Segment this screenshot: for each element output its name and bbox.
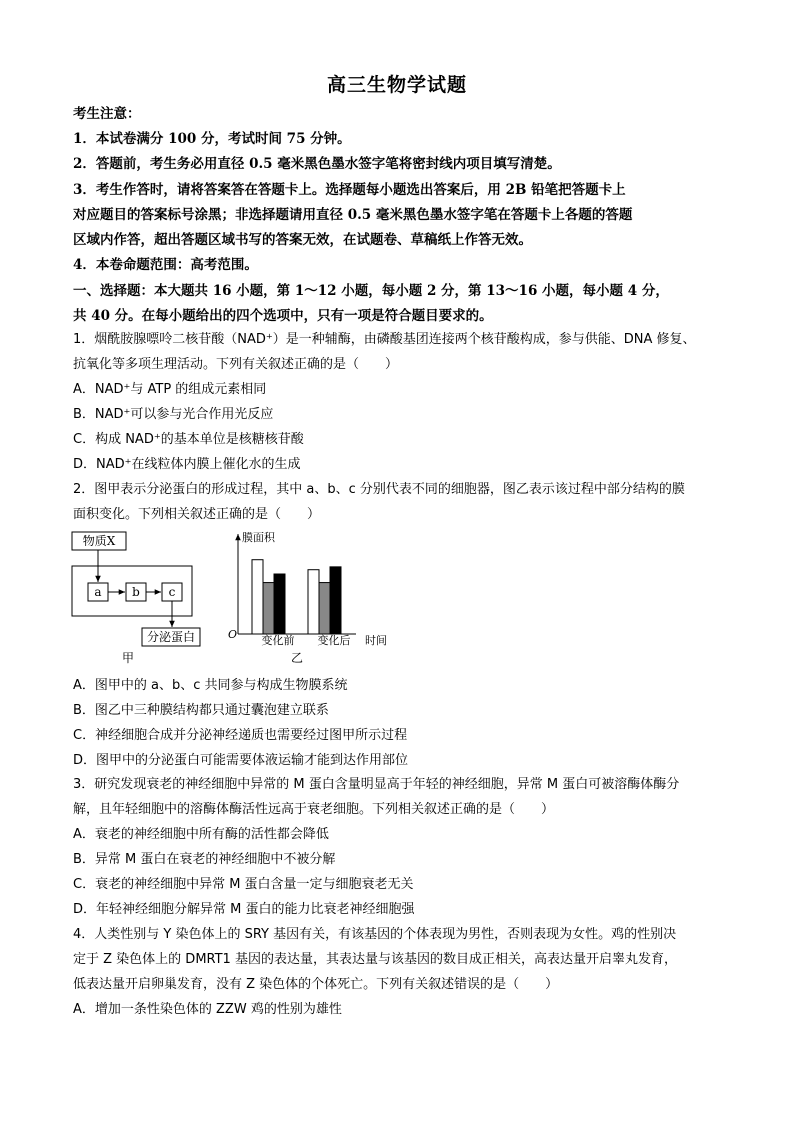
- organelle-b-label: b: [132, 585, 140, 599]
- bar-0-1: [263, 583, 274, 634]
- option: D．NAD⁺在线粒体内膜上催化水的生成: [73, 457, 301, 472]
- option: A．衰老的神经细胞中所有酶的活性都会降低: [73, 827, 329, 842]
- option: A．增加一条性染色体的 ZZW 鸡的性别为雄性: [73, 1002, 342, 1017]
- option: A．NAD⁺与 ATP 的组成元素相同: [73, 382, 267, 397]
- bar-1-2: [330, 567, 341, 634]
- chart-yi-label: 乙: [290, 651, 304, 665]
- option: B．图乙中三种膜结构都只通过囊泡建立联系: [73, 703, 329, 718]
- y-axis-label: 膜面积: [242, 531, 275, 544]
- bar-1-0: [308, 570, 319, 634]
- question-stem: 1．烟酰胺腺嘌呤二核苷酸（NAD⁺）是一种辅酶，由磷酸基团连接两个核苷酸构成，参与供能、DNA 修复、: [73, 332, 696, 347]
- x-axis-label: 时间: [365, 634, 387, 647]
- secreted-label: 分泌蛋白: [146, 630, 196, 644]
- option: C．神经细胞合成并分泌神经递质也需要经过图甲所示过程: [73, 728, 408, 743]
- organelle-c-label: c: [168, 585, 176, 599]
- bar-0-2: [274, 574, 285, 634]
- question-stem: 面积变化。下列相关叙述正确的是（ ）: [73, 507, 321, 522]
- substance-label: 物质X: [82, 534, 116, 548]
- x-tick-label: 变化前: [261, 634, 295, 647]
- x-tick-label: 变化后: [317, 634, 351, 647]
- origin-label: O: [228, 628, 238, 641]
- question-stem: 3．研究发现衰老的神经细胞中异常的 M 蛋白含量明显高于年轻的神经细胞，异常 M 蛋白可被溶酶体酶分: [73, 777, 680, 792]
- notice-item: 区域内作答，超出答题区域书写的答案无效，在试题卷、草稿纸上作答无效。: [73, 232, 532, 248]
- option: B．NAD⁺可以参与光合作用光反应: [73, 407, 274, 422]
- bar-group: [252, 560, 341, 634]
- option: D．图甲中的分泌蛋白可能需要体液运输才能到达作用部位: [73, 753, 409, 768]
- diagram-jia: [72, 532, 200, 665]
- section-heading: 共 40 分。在每小题给出的四个选项中，只有一项是符合题目要求的。: [73, 308, 493, 324]
- notice-item: 4．本卷命题范围：高考范围。: [73, 257, 258, 273]
- question-stem: 2．图甲表示分泌蛋白的形成过程，其中 a、b、c 分别代表不同的细胞器，图乙表示该过程中部分结构的膜: [73, 482, 685, 497]
- notice-item: 3．考生作答时，请将答案答在答题卡上。选择题每小题选出答案后，用 2B 铅笔把答题卡上: [73, 182, 626, 198]
- option: C．构成 NAD⁺的基本单位是核糖核苷酸: [73, 432, 304, 447]
- option: C．衰老的神经细胞中异常 M 蛋白含量一定与细胞衰老无关: [73, 877, 414, 892]
- figure-svg: [64, 528, 394, 668]
- option: B．异常 M 蛋白在衰老的神经细胞中不被分解: [73, 852, 336, 867]
- chart-yi: [228, 530, 387, 665]
- option: A．图甲中的 a、b、c 共同参与构成生物膜系统: [73, 678, 348, 693]
- notice-item: 对应题目的答案标号涂黑；非选择题请用直径 0.5 毫米黑色墨水签字笔在答题卡上各题的答题: [73, 207, 633, 223]
- notice-item: 1．本试卷满分 100 分，考试时间 75 分钟。: [73, 131, 351, 147]
- question-stem: 定于 Z 染色体上的 DMRT1 基因的表达量，其表达量与该基因的数目成正相关，高表达量开启睾丸发育，: [73, 952, 677, 967]
- organelle-a-label: a: [94, 585, 102, 599]
- bar-1-1: [319, 583, 330, 634]
- question-stem: 抗氧化等多项生理活动。下列有关叙述正确的是（ ）: [73, 357, 399, 372]
- section-heading: 一、选择题：本大题共 16 小题，第 1～12 小题，每小题 2 分，第 13～16 小题，每小题 4 分，: [73, 283, 669, 299]
- question-stem: 4．人类性别与 Y 染色体上的 SRY 基因有关，有该基因的个体表现为男性，否则表现为女性。鸡的性别决: [73, 927, 677, 942]
- page-title: 高三生物学试题: [326, 74, 467, 96]
- notice-item: 2．答题前，考生务必用直径 0.5 毫米黑色墨水签字笔将密封线内项目填写清楚。: [73, 156, 561, 172]
- bar-0-0: [252, 560, 263, 634]
- question-stem: 低表达量开启卵巢发育，没有 Z 染色体的个体死亡。下列有关叙述错误的是（ ）: [73, 977, 559, 992]
- option: D．年轻神经细胞分解异常 M 蛋白的能力比衰老神经细胞强: [73, 902, 415, 917]
- question-stem: 解，且年轻细胞中的溶酶体酶活性远高于衰老细胞。下列相关叙述正确的是（ ）: [73, 802, 555, 817]
- figure-q2: [64, 528, 394, 668]
- notice-heading: 考生注意：: [73, 106, 141, 122]
- diagram-jia-label: 甲: [121, 651, 135, 665]
